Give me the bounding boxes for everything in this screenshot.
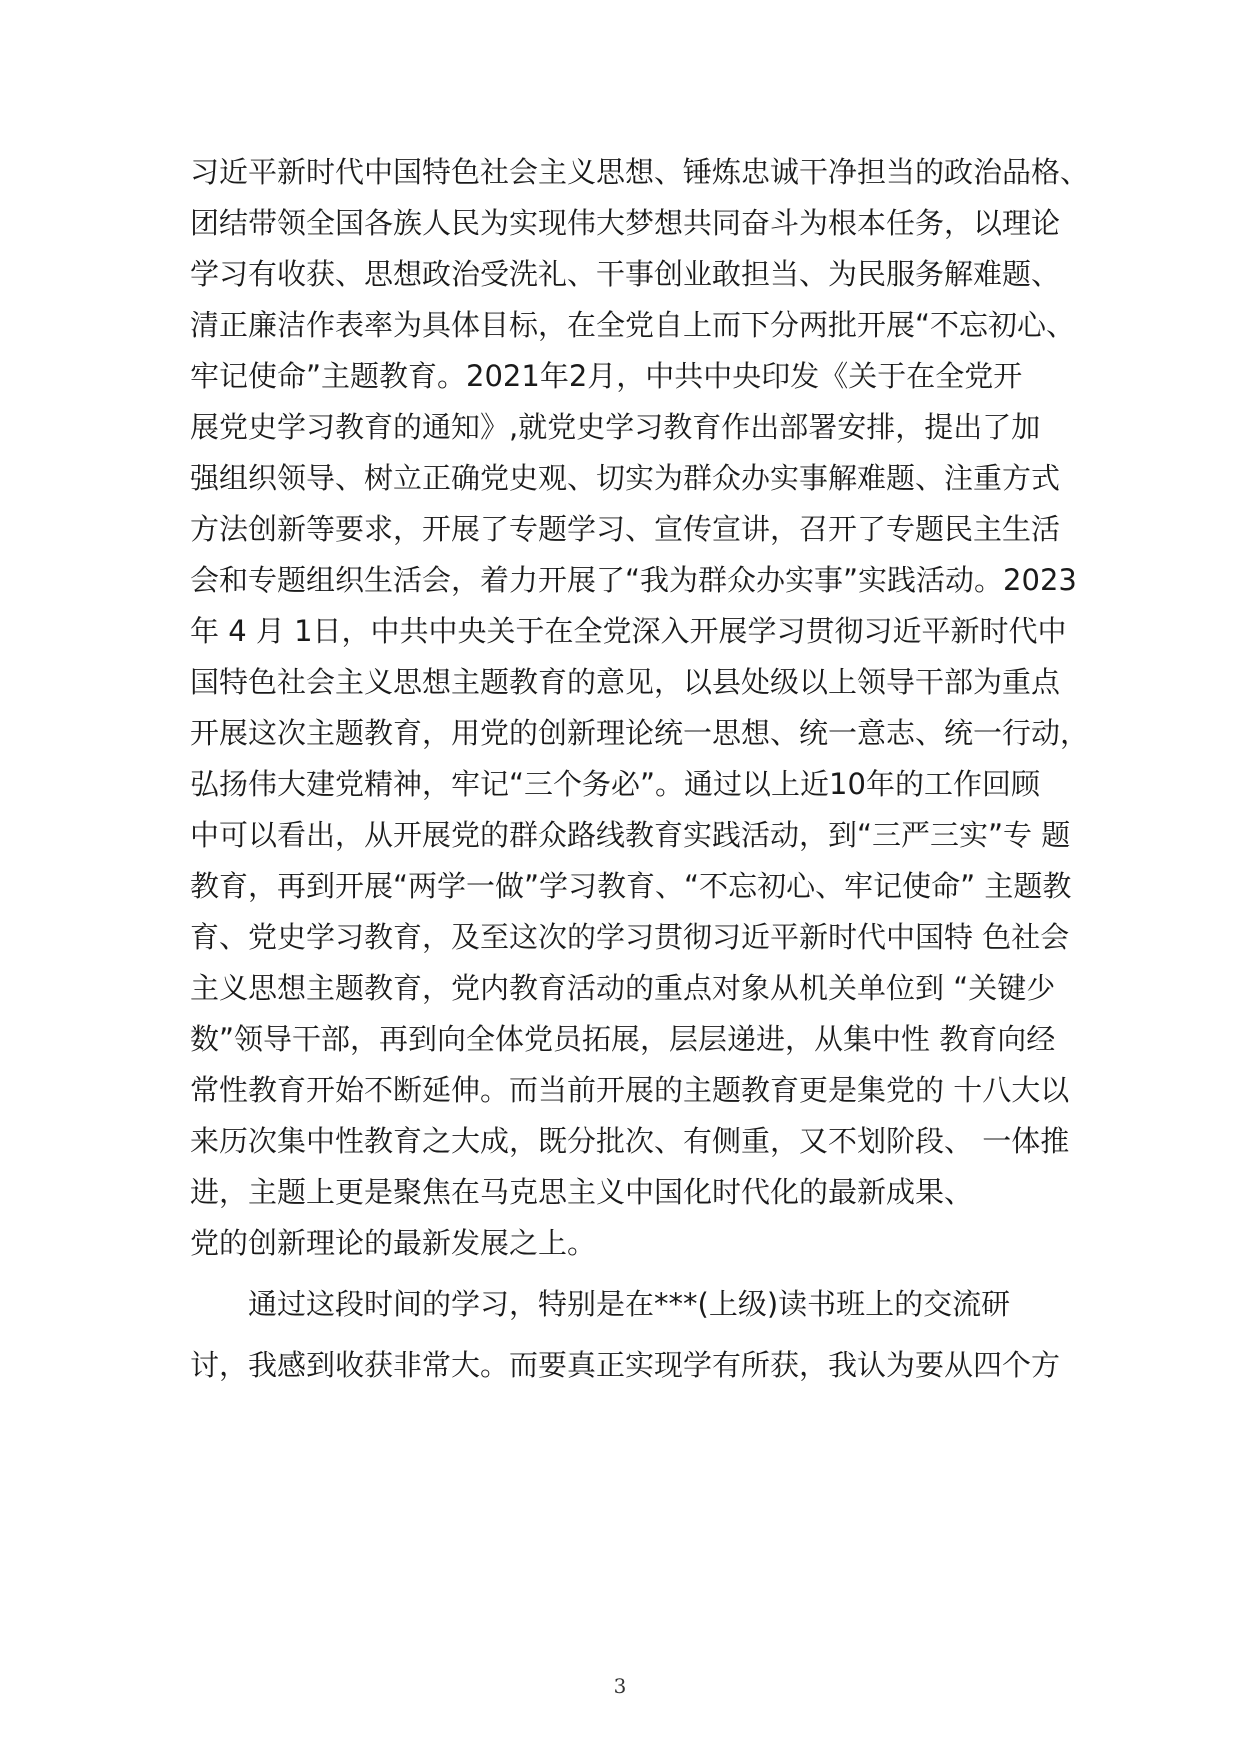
text-line: 教育，再到开展“两学一做”学习教育、“不忘初心、牢记使命” 主题教 (190, 869, 1072, 903)
text-line: 展党史学习教育的通知》,就党史学习教育作出部署安排，提出了加 (190, 410, 1041, 444)
text-line: 主义思想主题教育，党内教育活动的重点对象从机关单位到 “关键少 (190, 971, 1056, 1005)
text-line: 党的创新理论的最新发展之上。 (190, 1226, 597, 1260)
text-line: 牢记使命”主题教育。2021年2月，中共中央印发《关于在全党开 (190, 359, 1023, 393)
text-line: 年 4 月 1日，中共中央关于在全党深入开展学习贯彻习近平新时代中 (190, 614, 1067, 648)
text-line: 进，主题上更是聚焦在马克思主义中国化时代化的最新成果、 (190, 1175, 974, 1209)
text-line: 讨，我感到收获非常大。而要真正实现学有所获，我认为要从四个方 (190, 1348, 1061, 1382)
paragraph-first-line: 通过这段时间的学习，特别是在***(上级)读书班上的交流研 (248, 1287, 1011, 1321)
text-line: 会和专题组织生活会，着力开展了“我为群众办实事”实践活动。2023 (190, 563, 1077, 597)
text-line: 学习有收获、思想政治受洗礼、干事创业敢担当、为民服务解难题、 (190, 257, 1061, 291)
text-line: 团结带领全国各族人民为实现伟大梦想共同奋斗为根本任务，以理论 (190, 206, 1061, 240)
text-line: 习近平新时代中国特色社会主义思想、锤炼忠诚干净担当的政治品格、 (190, 155, 1090, 189)
text-line: 开展这次主题教育，用党的创新理论统一思想、统一意志、统一行动， (190, 716, 1090, 750)
text-line: 清正廉洁作表率为具体目标，在全党自上而下分两批开展“不忘初心、 (190, 308, 1076, 342)
text-line: 数”领导干部，再到向全体党员拓展，层层递进，从集中性 教育向经 (190, 1022, 1056, 1056)
text-line: 弘扬伟大建党精神，牢记“三个务必”。通过以上近10年的工作回顾 (190, 767, 1040, 801)
text-line: 中可以看出，从开展党的群众路线教育实践活动，到“三严三实”专 题 (190, 818, 1071, 852)
text-line: 强组织领导、树立正确党史观、切实为群众办实事解难题、注重方式 (190, 461, 1061, 495)
text-line: 常性教育开始不断延伸。而当前开展的主题教育更是集党的 十八大以 (190, 1073, 1070, 1107)
page-number: 3 (613, 1674, 627, 1698)
text-line: 方法创新等要求，开展了专题学习、宣传宣讲，召开了专题民主生活 (190, 512, 1061, 546)
text-line: 来历次集中性教育之大成，既分批次、有侧重，又不划阶段、 一体推 (190, 1124, 1070, 1158)
text-line: 育、党史学习教育，及至这次的学习贯彻习近平新时代中国特 色社会 (190, 920, 1070, 954)
text-line: 国特色社会主义思想主题教育的意见，以县处级以上领导干部为重点 (190, 665, 1061, 699)
